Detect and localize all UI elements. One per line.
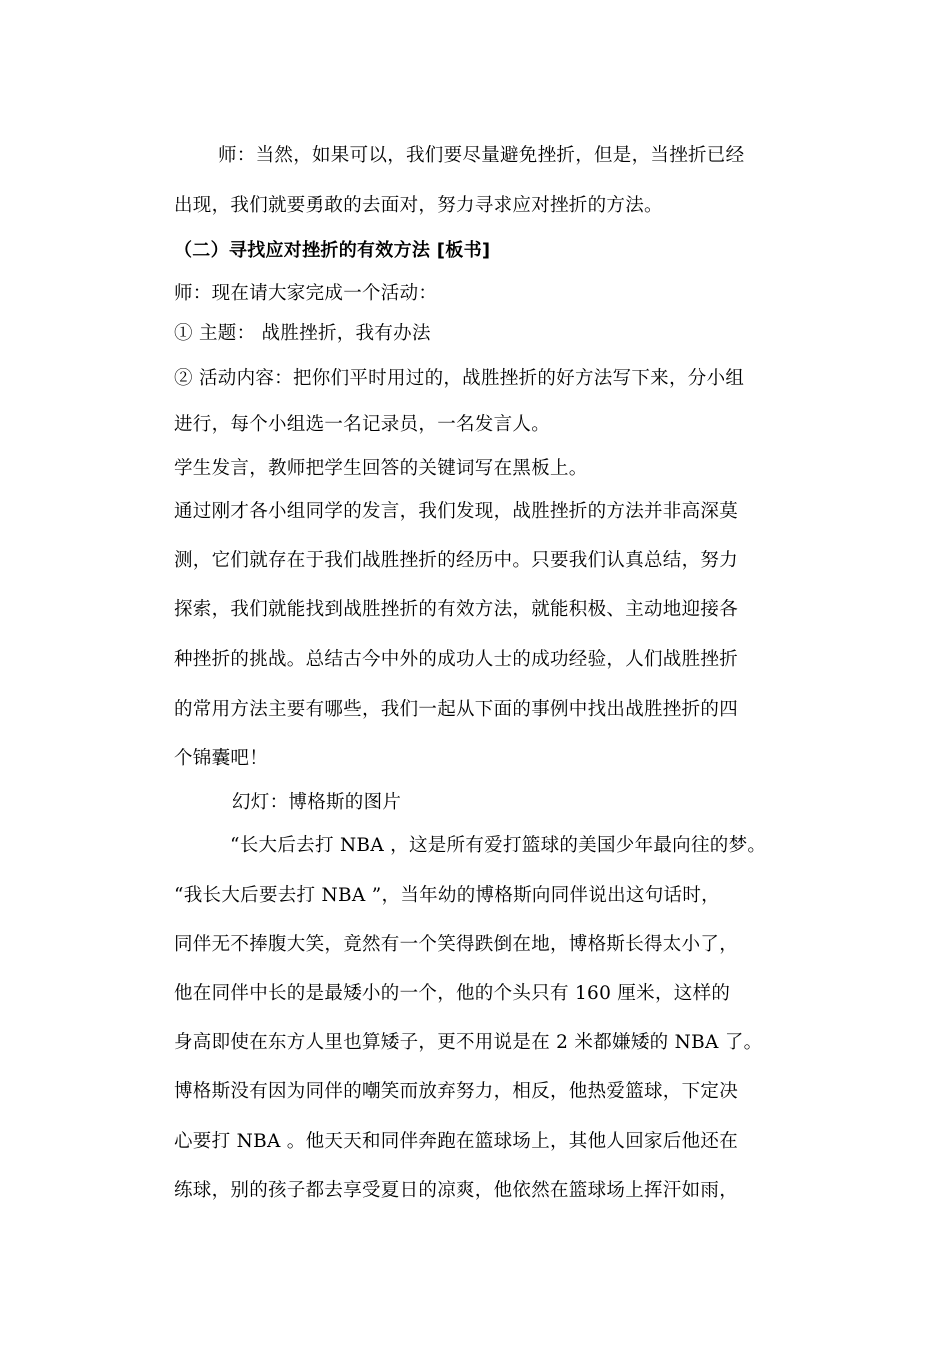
paragraph-line: 师：当然，如果可以，我们要尽量避免挫折，但是，当挫折已经 — [218, 145, 745, 166]
paragraph-line: 种挫折的挑战。总结古今中外的成功人士的成功经验，人们战胜挫折 — [174, 649, 739, 670]
list-item: ① 主题： 战胜挫折，我有办法 — [174, 323, 431, 344]
paragraph-line: 师：现在请大家完成一个活动： — [174, 283, 438, 304]
paragraph-line: 学生发言，教师把学生回答的关键词写在黑板上。 — [174, 458, 588, 479]
story-line: 身高即使在东方人里也算矮子，更不用说是在 2 米都嫌矮的 NBA 了。 — [174, 1032, 763, 1053]
story-line: “我长大后要去打 NBA ”，当年幼的博格斯向同伴说出这句话时， — [174, 885, 720, 906]
list-item: ② 活动内容：把你们平时用过的，战胜挫折的好方法写下来，分小组 — [174, 368, 745, 389]
story-line: 同伴无不捧腹大笑，竟然有一个笑得跌倒在地，博格斯长得太小了， — [174, 934, 739, 955]
story-line: 博格斯没有因为同伴的嘲笑而放弃努力，相反，他热爱篮球，下定决 — [174, 1081, 739, 1102]
story-line: 心要打 NBA 。他天天和同伴奔跑在篮球场上，其他人回家后他还在 — [174, 1131, 739, 1152]
story-line: 他在同伴中长的是最矮小的一个，他的个头只有 160 厘米，这样的 — [174, 983, 731, 1004]
paragraph-line: 出现，我们就要勇敢的去面对，努力寻求应对挫折的方法。 — [174, 195, 663, 216]
paragraph-line: 通过刚才各小组同学的发言，我们发现，战胜挫折的方法并非高深莫 — [174, 501, 739, 522]
paragraph-line: 个锦囊吧！ — [174, 748, 269, 769]
section-heading: （二）寻找应对挫折的有效方法 [板书] — [174, 240, 491, 261]
paragraph-line: 进行，每个小组选一名记录员，一名发言人。 — [174, 414, 551, 435]
paragraph-line: 探索，我们就能找到战胜挫折的有效方法，就能积极、主动地迎接各 — [174, 599, 739, 620]
paragraph-line: 的常用方法主要有哪些，我们一起从下面的事例中找出战胜挫折的四 — [174, 699, 739, 720]
story-line: 练球，别的孩子都去享受夏日的凉爽，他依然在篮球场上挥汗如雨， — [174, 1180, 739, 1201]
story-line: “长大后去打 NBA ，这是所有爱打篮球的美国少年最向往的梦。 — [230, 835, 767, 856]
slide-caption: 幻灯：博格斯的图片 — [232, 792, 402, 813]
paragraph-line: 测，它们就存在于我们战胜挫折的经历中。只要我们认真总结，努力 — [174, 550, 739, 571]
